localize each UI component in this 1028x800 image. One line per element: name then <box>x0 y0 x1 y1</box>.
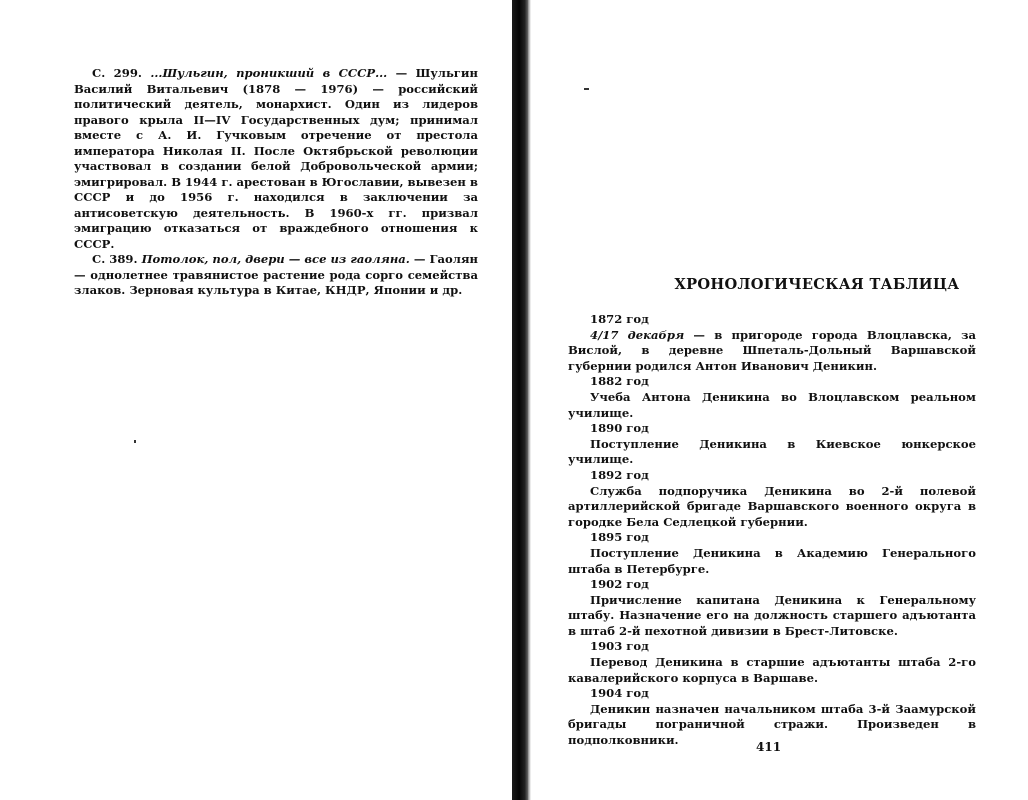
chronology-text: Перевод Деникина в старшие адъютанты штаба 2-го кавалерийского корпуса в Варшаве. <box>568 655 976 685</box>
chronology-entry <box>568 390 976 421</box>
commentary-notes <box>74 66 478 299</box>
chronology-text: Причисление капитана Деникина к Генеральному штабу. Назначение его на должность старшего адъютанта в штаб 2-й пехотной дивизии в Брест-Литовске. <box>568 592 976 638</box>
note-paragraph <box>74 252 478 299</box>
chronology-year: 1872 год <box>590 312 649 326</box>
chronology-date: 4/17 декабря <box>590 327 685 342</box>
chronology-year: 1902 год <box>590 577 649 592</box>
chronology-text: Учеба Антона Деникина во Влоцлавском реальном училище. <box>568 389 976 420</box>
note-quote: ...Шульгин, проникший в СССР... <box>150 66 388 80</box>
left-page <box>0 0 512 800</box>
chronology-table <box>568 312 976 749</box>
chronology-year: 1904 год <box>590 686 649 701</box>
chronology-text: — в пригороде города Влоцлавска, за Вислой, в деревне Шпеталь-Дольный Варшавской губернии родился Антон Иванович Деникин. <box>568 327 976 373</box>
book-spine-gutter <box>512 0 528 800</box>
chronology-entry <box>568 484 976 531</box>
print-speck <box>134 440 136 443</box>
chronology-year: 1892 год <box>590 467 649 482</box>
chronology-entry <box>568 437 976 468</box>
chronology-year: 1882 год <box>590 374 649 389</box>
print-speck <box>584 88 589 90</box>
note-paragraph <box>74 66 478 252</box>
chronology-text: Поступление Деникина в Киевское юнкерское училище. <box>568 436 976 467</box>
right-page <box>528 0 1028 800</box>
chronology-text: Деникин назначен начальником штаба 3-й Заамурской бригады пограничной стражи. Произведен в подполковники. <box>568 701 976 748</box>
chronology-text: Служба подпоручика Деникина во 2-й полевой артиллерийской бригаде Варшавского военного округа в городке Бела Седлецкой губернии. <box>568 483 976 529</box>
chronology-heading: ХРОНОЛОГИЧЕСКАЯ ТАБЛИЦА <box>674 276 960 293</box>
chronology-year: 1895 год <box>590 530 649 545</box>
note-page-ref: С. 299. <box>92 66 151 80</box>
chronology-entry <box>568 546 976 577</box>
note-text: — Шульгин Василий Витальевич (1878 — 1976) — российский политический деятель, монархист. Один из лидеров правого крыла II—IV Государственных дум; принимал вместе с А. И. Гучковым отречение от престола императора Николая II. После Октябрьской революции участвовал в создании белой Добровольческой армии; эмигрировал. В 1944 г. арестован в Югославии, вывезен в СССР и до 1956 г. находился в заключении за антисоветскую деятельность. В 1960-х гг. призвал эмиграцию отказаться от враждебного отношения к СССР. <box>74 66 478 251</box>
chronology-text: Поступление Деникина в Академию Генерального штаба в Петербурге. <box>568 545 976 576</box>
page-number: 411 <box>756 740 782 754</box>
chronology-entry <box>568 593 976 640</box>
chronology-year: 1903 год <box>590 639 649 654</box>
note-text: — Гаолян — однолетнее травянистое растение рода сорго семейства злаков. Зерновая культура в Китае, КНДР, Японии и др. <box>74 252 478 297</box>
chronology-year: 1890 год <box>590 421 649 436</box>
note-quote: Потолок, пол, двери — все из гаоляна. <box>141 252 410 266</box>
chronology-entry <box>568 328 976 375</box>
chronology-entry <box>568 655 976 686</box>
note-page-ref: С. 389. <box>92 252 142 266</box>
